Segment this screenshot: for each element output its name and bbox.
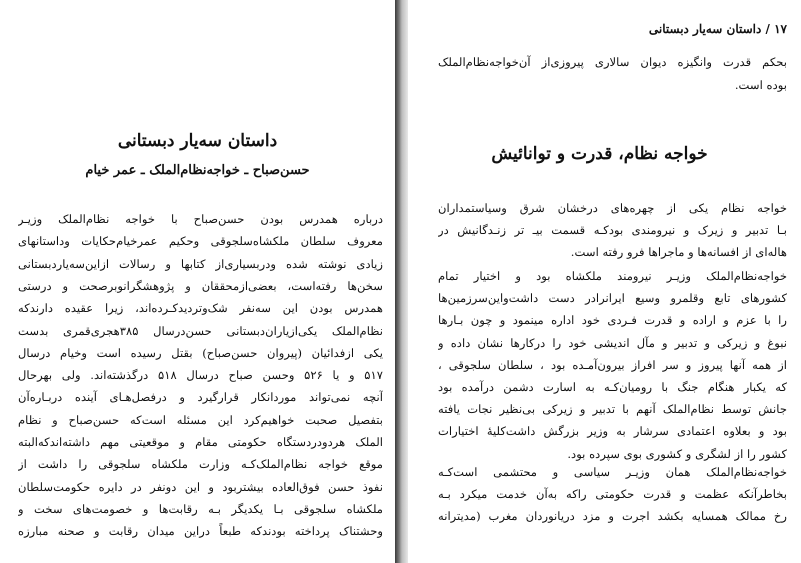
text-line: خواجه نظام یکی از چهره‌های درخشان شرق وسیاستمداران: [438, 201, 787, 215]
right-page: [408, 0, 801, 563]
text-line: بخاطرآنکه عظمت و قدرت حکومتی راکه به‌آن خدمت میکرد بـه: [438, 487, 787, 501]
book-spine-gutter: [395, 0, 408, 563]
running-header-title: داستان سه‌یار دبستانی: [648, 22, 762, 36]
page-number: ۱۷: [774, 22, 787, 36]
text-line: ملکشاه سلجوقی بـا یکدیگر بـه رقابت‌ها و خصومت‌های سخت و: [18, 501, 383, 516]
text-line: را با عزم و اراده و قدرت فـردی خود اداره مینمود و چون بـارها: [438, 313, 787, 328]
text-line: بحکم قدرت وانگیزه دیوان سالاری پیروزی‌از آن‌خواجه‌نظام‌الملک: [438, 55, 787, 69]
text-line: نظام‌الملک یکی‌ازیاران‌دبستانی حسن‌درسال ۳۸۵هجری‌قمری بدست: [18, 323, 383, 338]
text-line: بوده است.: [734, 78, 787, 92]
text-line: کشورهای تابع وقلمرو وسیع ایرانرادر دست داشت‌واین‌سرزمین‌ها: [438, 291, 787, 306]
text-line: از همه آنها پیروز و سر افراز بیرون‌آمـده بود ، سلطان سلجوقی ،: [438, 357, 787, 372]
text-line: آنچه نمی‌تواند موردانکار قرارگیرد و درفصل‌هـای آینده دربـاره‌آن: [18, 390, 383, 405]
section-title: خواجه نظام، قدرت و توانائیش: [491, 144, 708, 164]
text-line: رخ ممالک همسایه بکشد اجرت و مزد دریانوردان مغرب (مدیترانه: [438, 509, 787, 523]
text-line: الملک هردودردستگاه حکومتی مقام و موقعیتی مهم داشته‌اندکه‌البته: [18, 435, 383, 449]
text-line: بتفصیل صحبت خواهیم‌کرد این مسئله است‌که حسن‌صباح و نظام: [18, 412, 383, 427]
chapter-title: داستان سه‌یار دبستانی: [117, 131, 278, 151]
text-line: ۵۱۷ و یا ۵۲۶ وحسن صباح درسال ۵۱۸ درگذشته‌اند. ولی بهرحال: [18, 368, 383, 383]
text-line: که یکبار هنگام جنگ با رومیان‌کـه به اسارت دشمن درآمده بود: [438, 380, 787, 394]
text-line: وحشتناک پرداخته بودندکه طبعاً دراین میدان رقابت و صحنه مبارزه: [18, 524, 383, 539]
text-line: نبوغ و زیرکی و تدبیر و مآل اندیشی خود را درکارها نشان داده و: [438, 335, 787, 350]
text-line: نفوذ حسن فوق‌العاده بیشتربود و این دونفر در دایره حکومت‌سلطان: [18, 479, 383, 494]
header-separator: /: [765, 22, 770, 36]
chapter-subtitle: حسن‌صباح ـ خواجه‌نظام‌الملک ـ عمر خیام: [85, 163, 310, 178]
text-line: بود و بعلاوه اعتمادی سرشار به وزیر بزرگش داشت‌کلیهٔ اختیارات: [438, 424, 787, 439]
text-line: خواجه‌نظام‌الملک همان وزیـر سیاسی و محتشمی است‌کـه: [438, 465, 787, 479]
text-line: زیادی نوشته شده ودربسیاری‌از کتابها و رسالات ازاین‌سه‌یاردبستانی: [18, 256, 383, 271]
text-line: خواجه‌نظام‌الملک وزیـر نیرومند ملکشاه بود و اختیار تمام: [438, 269, 787, 283]
text-line: بـا تدبیر و زیرک و نیرومندی بودکـه قسمت بیـ تر زنـدگانیش در: [438, 223, 787, 237]
text-line: جانش توسط نظام‌الملک آنهم با تدبیر و زیرکی بی‌نظیر نجات یافته: [438, 402, 787, 417]
text-line: موقع خواجه نظام‌الملک‌کـه وزارت ملکشاه سلجوقی را داشت از: [18, 457, 383, 472]
text-line: معروف سلطان ملکشاه‌سلجوقی وحکیم عمرخیام‌حکایات وداستانهای: [18, 234, 383, 249]
left-page: [0, 0, 395, 563]
text-line: سخن‌ها رفته‌است، بعضی‌ازمحققان و پژوهشگرانوبرصحت و درستی: [18, 278, 383, 293]
text-line: کشور را از لشگری و کشوری بوی سپرده بود.: [567, 446, 787, 461]
text-line: یکی ازفدائیان (پیروان حسن‌صباح) بقتل رسیده است وخیام درسال: [18, 345, 383, 360]
text-line: همدرس بودن این سه‌نفر شک‌وتردیدکـرده‌اند، زیرا عقیده دارندکه: [18, 301, 383, 316]
text-line: درباره همدرس بودن حسن‌صباح با خواجه نظام‌الملک وزیـر: [18, 212, 383, 226]
running-header: [438, 22, 787, 40]
text-line: هاله‌ای از افسانه‌ها و ماجراها فرو رفته است.: [570, 245, 787, 259]
